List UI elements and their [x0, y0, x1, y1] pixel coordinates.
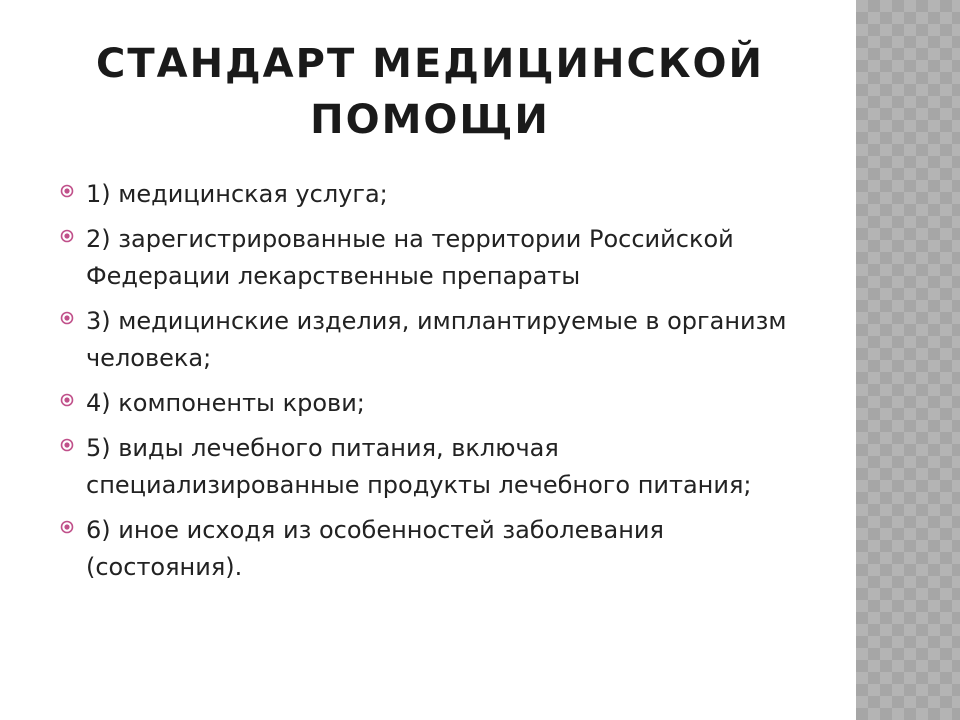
target-bullet-icon [60, 520, 74, 534]
bullet-text: 4) компоненты крови; [86, 389, 365, 417]
target-bullet-icon [60, 438, 74, 452]
bullet-item [56, 221, 796, 295]
bullet-item [56, 385, 796, 422]
target-bullet-icon [60, 393, 74, 407]
bullet-item [56, 303, 796, 377]
target-bullet-icon [60, 311, 74, 325]
slide-title [40, 36, 820, 148]
bullet-text: 5) виды лечебного питания, включая специализированные продукты лечебного питания; [86, 434, 752, 499]
decorative-sidebar [856, 0, 960, 720]
slide-title-line-2: ПОМОЩИ [310, 97, 550, 143]
bullet-text: 3) медицинские изделия, имплантируемые в организм человека; [86, 307, 787, 372]
target-bullet-icon [60, 229, 74, 243]
bullet-text: 1) медицинская услуга; [86, 180, 388, 208]
bullet-list [56, 176, 796, 594]
bullet-item [56, 512, 796, 586]
bullet-item [56, 176, 796, 213]
bullet-item [56, 430, 796, 504]
slide-title-line-1: СТАНДАРТ МЕДИЦИНСКОЙ [95, 41, 764, 87]
target-bullet-icon [60, 184, 74, 198]
bullet-text: 2) зарегистрированные на территории Российской Федерации лекарственные препараты [86, 225, 734, 290]
bullet-text: 6) иное исходя из особенностей заболевания (состояния). [86, 516, 664, 581]
